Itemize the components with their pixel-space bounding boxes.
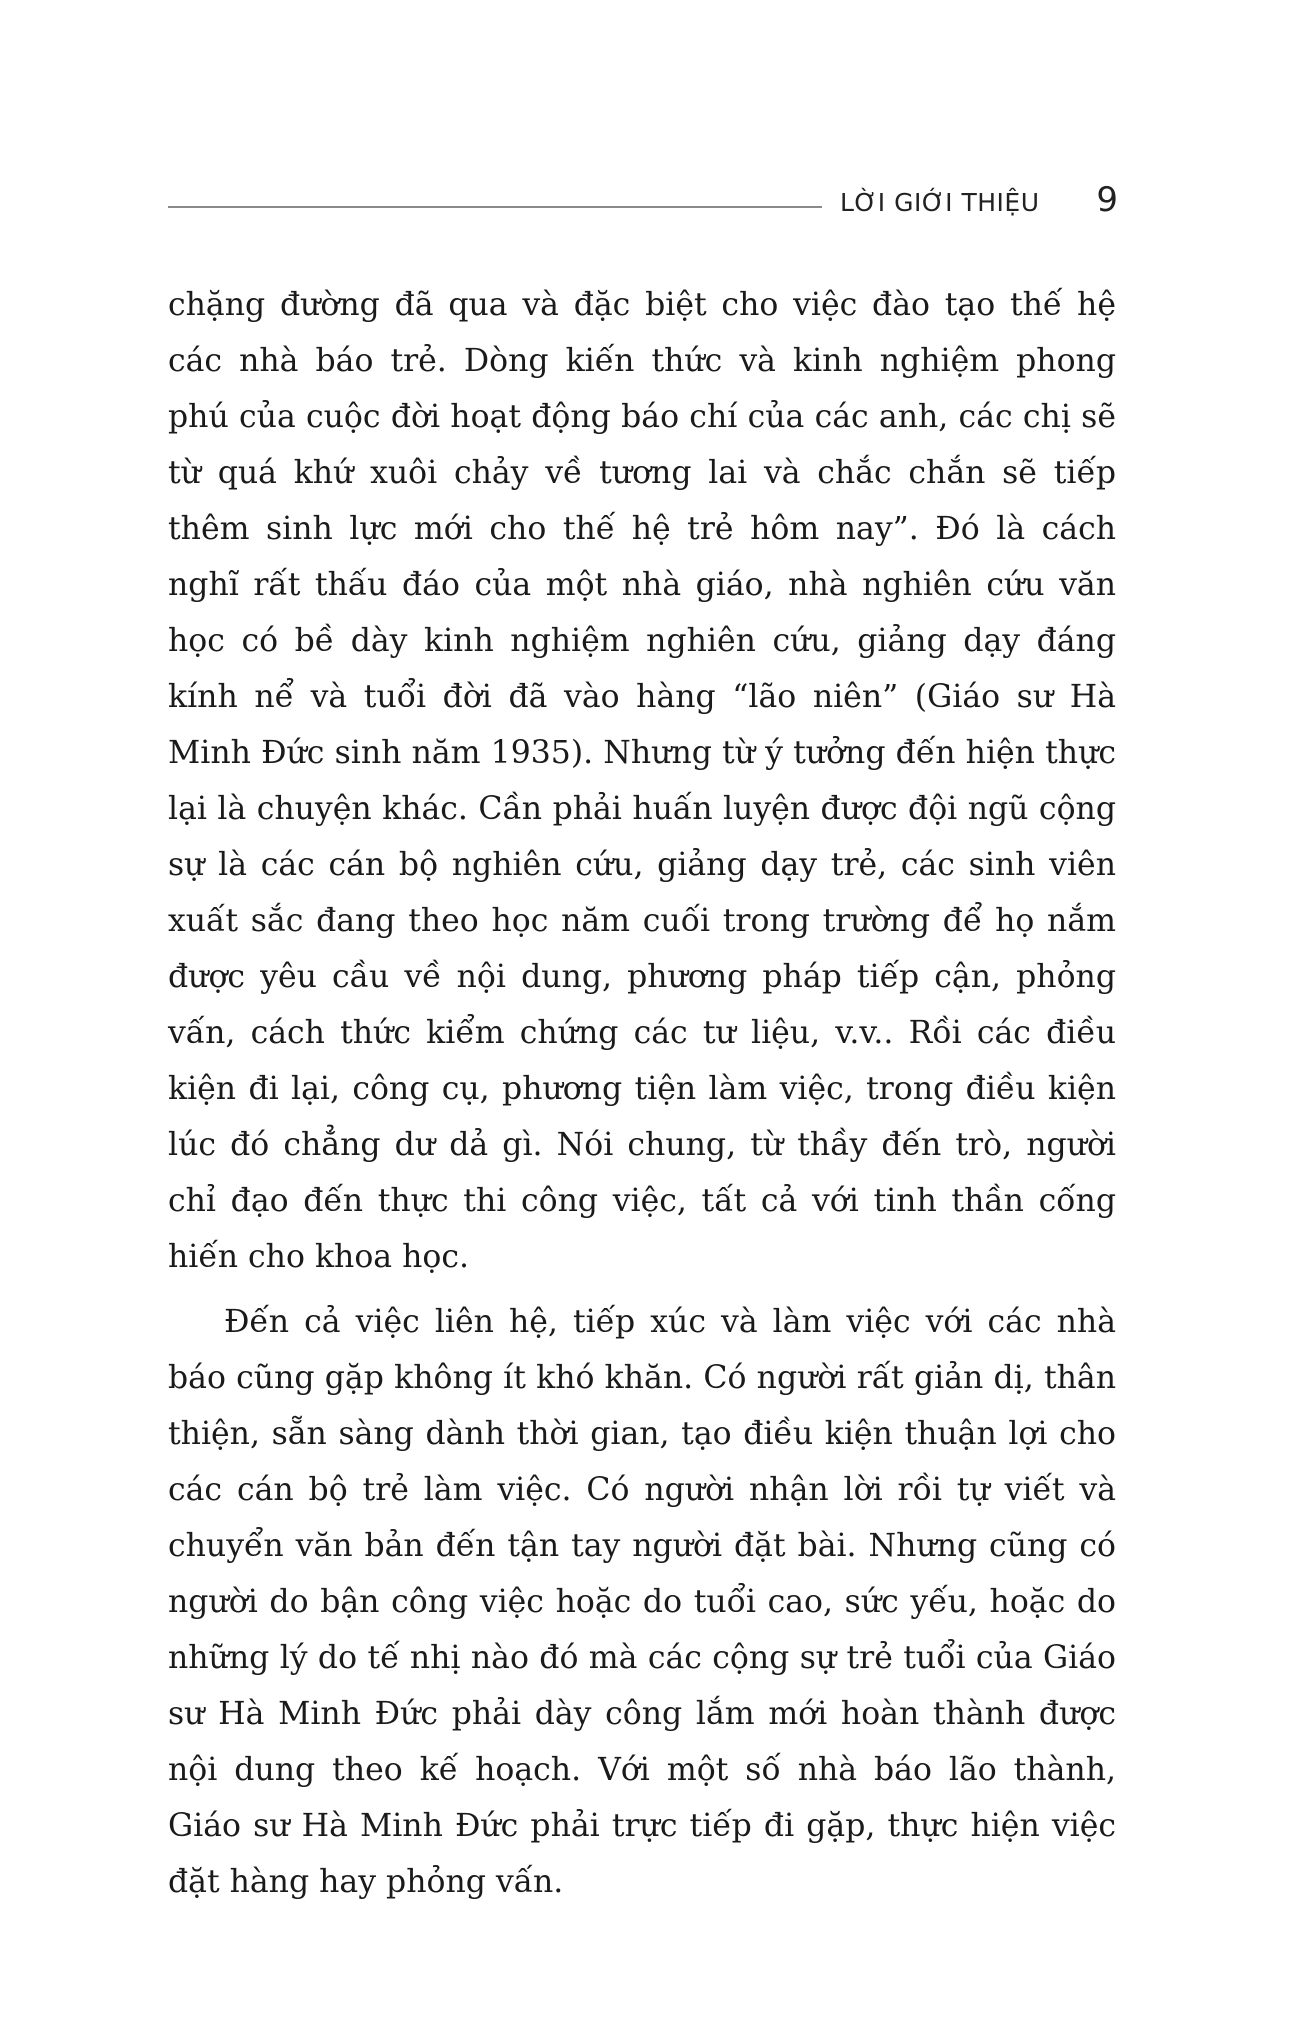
header-rule [168, 206, 822, 208]
paragraph-2: Đến cả việc liên hệ, tiếp xúc và làm việc với các nhà báo cũng gặp không ít khó khăn. Có người rất giản dị, thân thiện, sẵn sàng dành thời gian, tạo điều kiện thuận lợi cho các cán bộ trẻ làm việc. Có người nhận lời rồi tự viết và chuyển văn bản đến tận tay người đặt bài. Nhưng cũng có người do bận công việc hoặc do tuổi cao, sức yếu, hoặc do những lý do tế nhị nào đó mà các cộng sự trẻ tuổi của Giáo sư Hà Minh Đức phải dày công lắm mới hoàn thành được nội dung theo kế hoạch. Với một số nhà báo lão thành, Giáo sư Hà Minh Đức phải trực tiếp đi gặp, thực hiện việc đặt hàng hay phỏng vấn. [168, 1304, 1116, 1900]
page-number: 9 [1096, 180, 1118, 220]
paragraph-1: chặng đường đã qua và đặc biệt cho việc đào tạo thế hệ các nhà báo trẻ. Dòng kiến thức và kinh nghiệm phong phú của cuộc đời hoạt động báo chí của các anh, các chị sẽ từ quá khứ xuôi chảy về tương lai và chắc chắn sẽ tiếp thêm sinh lực mới cho thế hệ trẻ hôm nay”. Đó là cách nghĩ rất thấu đáo của một nhà giáo, nhà nghiên cứu văn học có bề dày kinh nghiệm nghiên cứu, giảng dạy đáng kính nể và tuổi đời đã vào hàng “lão niên” (Giáo sư Hà Minh Đức sinh năm 1935). Nhưng từ ý tưởng đến hiện thực lại là chuyện khác. Cần phải huấn luyện được đội ngũ cộng sự là các cán bộ nghiên cứu, giảng dạy trẻ, các sinh viên xuất sắc đang theo học năm cuối trong trường để họ nắm được yêu cầu về nội dung, phương pháp tiếp cận, phỏng vấn, cách thức kiểm chứng các tư liệu, v.v.. Rồi các điều kiện đi lại, công cụ, phương tiện làm việc, trong điều kiện lúc đó chẳng dư dả gì. Nói chung, từ thầy đến trò, người chỉ đạo đến thực thi công việc, tất cả với tinh thần cống hiến cho khoa học. [168, 287, 1116, 1275]
running-title: LỜI GIỚI THIỆU [840, 188, 1040, 217]
body-text [168, 277, 1116, 1910]
page-header [168, 180, 1118, 230]
